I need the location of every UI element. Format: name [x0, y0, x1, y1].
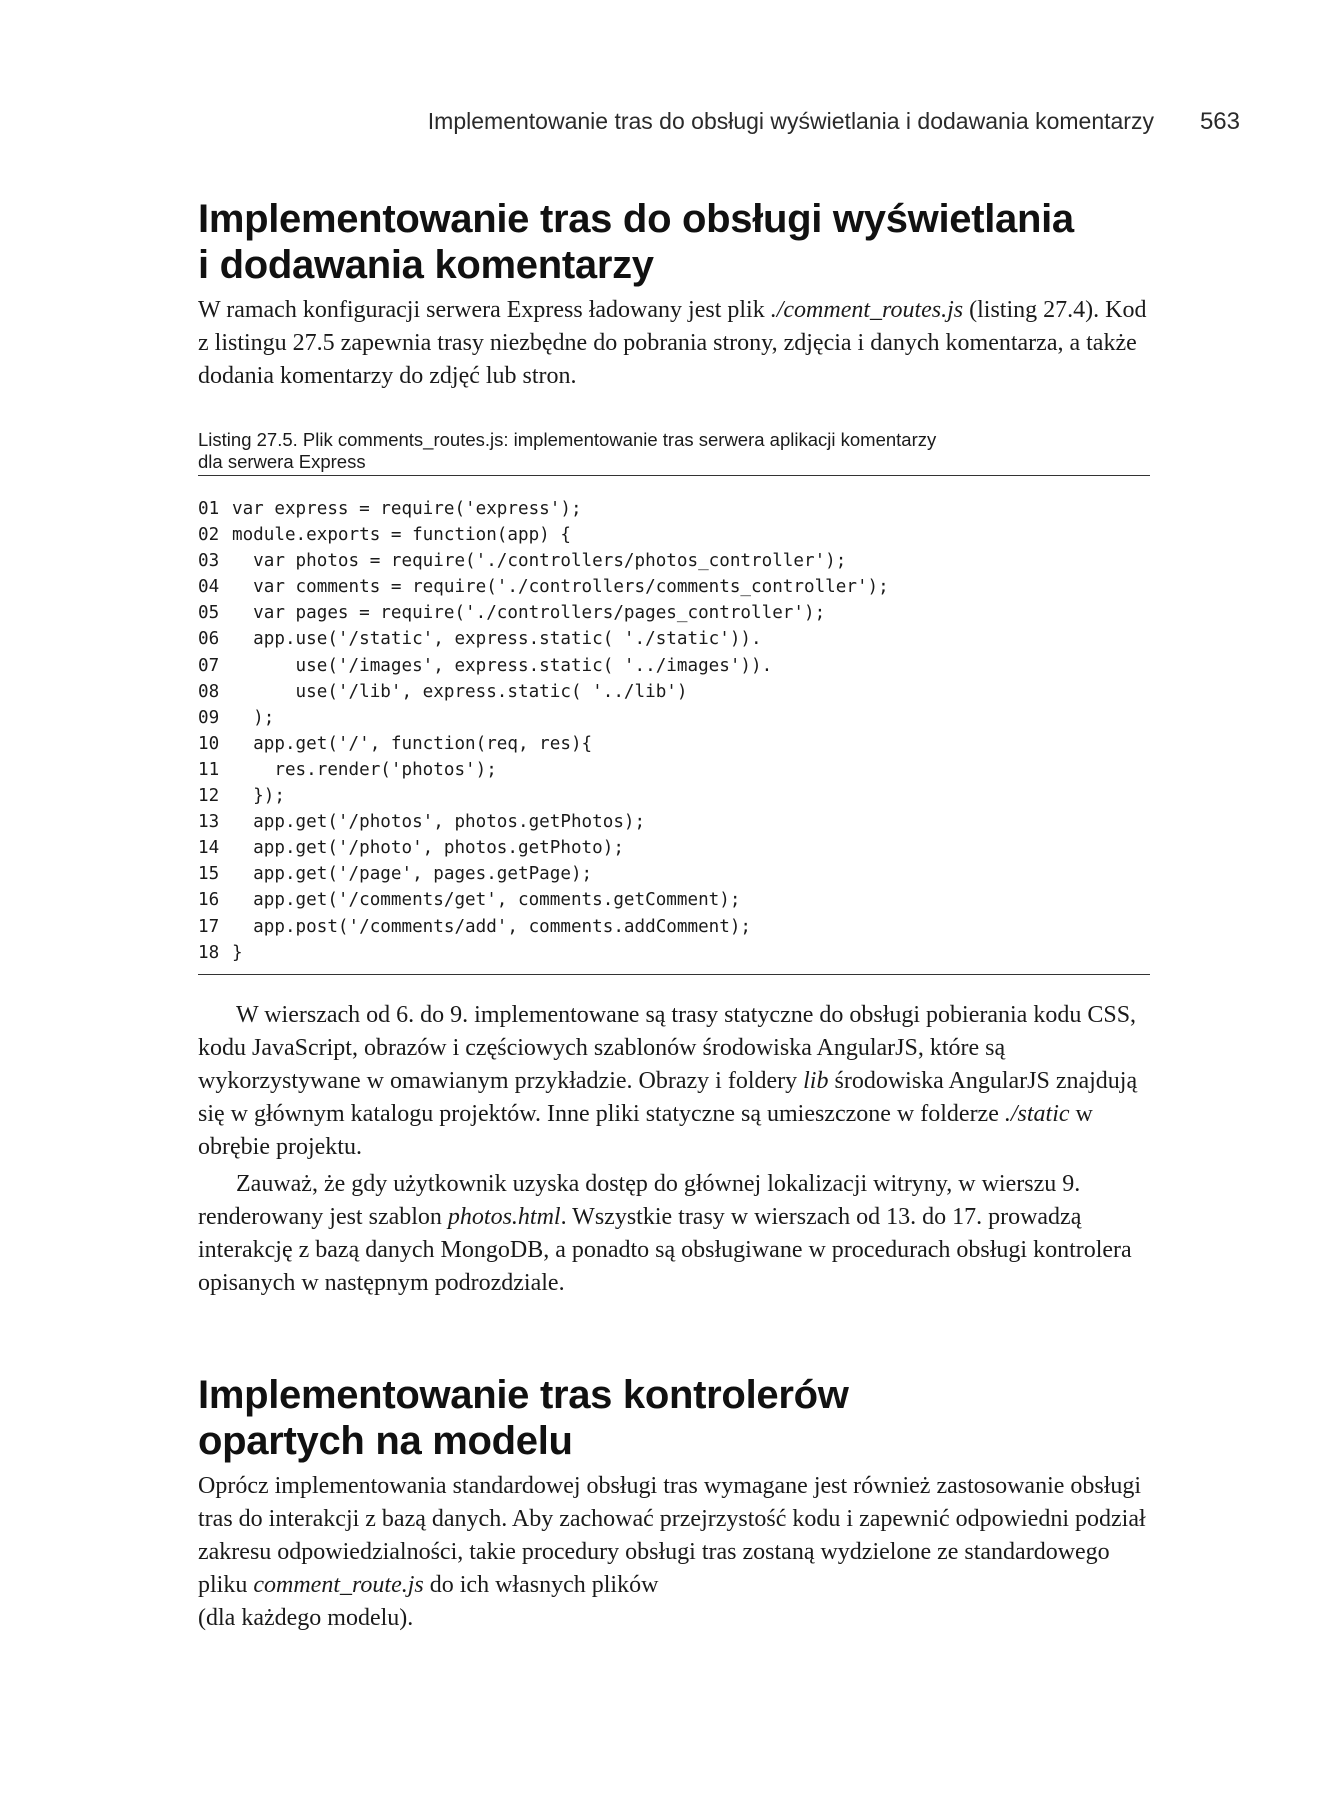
italic-filename: photos.html	[447, 1203, 561, 1230]
code-text: var express = require('express');	[232, 499, 582, 519]
code-text: var photos = require('./controllers/photos_controller');	[232, 551, 847, 572]
code-text: app.get('/page', pages.getPage);	[232, 864, 593, 885]
code-listing	[198, 476, 1150, 975]
code-line	[198, 887, 1150, 913]
heading-line-2: i dodawania komentarzy	[198, 243, 654, 287]
page-header	[0, 108, 1240, 136]
code-text: use('/lib', express.static( '../lib')	[232, 681, 688, 702]
intro-text-2: (listing 27.4). Kod z listingu 27.5 zapewnia trasy niezbędne do pobrania strony, zdjęcia i danych komentarza, a także dodania komentarzy do zdjęć lub stron.	[198, 297, 1147, 389]
body-paragraphs	[198, 999, 1150, 1300]
code-line-number: 16	[198, 890, 220, 911]
code-line	[198, 679, 1150, 705]
paragraph-text: środowiska AngularJS znajdują się w głównym katalogu projektów. Inne pliki statyczne są umieszczone w folderze	[198, 1067, 1138, 1127]
italic-term-lib: lib	[803, 1067, 829, 1094]
running-title: Implementowanie tras do obsługi wyświetlania i dodawania komentarzy	[427, 108, 1154, 134]
heading-line-2: opartych na modelu	[198, 1418, 573, 1463]
code-text: var pages = require('./controllers/pages_controller');	[232, 603, 826, 624]
paragraph-controller-routes	[198, 1470, 1150, 1635]
code-text: });	[232, 786, 285, 807]
code-line-number: 02	[198, 525, 220, 546]
code-text: app.post('/comments/add', comments.addComment);	[232, 916, 752, 937]
code-line-number: 06	[198, 629, 220, 650]
code-line-number: 05	[198, 603, 220, 624]
intro-paragraph	[198, 294, 1150, 393]
listing-caption-line-2: dla serwera Express	[198, 451, 366, 472]
page-number: 563	[1199, 108, 1240, 135]
code-line	[198, 783, 1150, 809]
intro-filename: ./comment_routes.js	[770, 297, 964, 323]
code-line-number: 12	[198, 786, 220, 807]
page-content	[198, 196, 1150, 1635]
code-line-number: 13	[198, 812, 220, 833]
code-text: app.get('/photos', photos.getPhotos);	[232, 812, 646, 833]
code-line	[198, 574, 1150, 600]
code-line	[198, 861, 1150, 887]
paragraph-render-template	[198, 1168, 1150, 1300]
paragraph-text: w obrębie projektu.	[198, 1100, 1093, 1160]
code-line-number: 07	[198, 655, 220, 676]
code-line	[198, 757, 1150, 783]
code-line-number: 09	[198, 707, 220, 728]
code-line-number: 01	[198, 499, 220, 519]
code-line	[198, 600, 1150, 626]
code-line-number: 11	[198, 759, 220, 780]
section-heading-routes	[198, 196, 1150, 288]
code-text: }	[232, 942, 243, 963]
paragraph-text: W wierszach od 6. do 9. implementowane są trasy statyczne do obsługi pobierania kodu CSS, kodu JavaScript, obrazów i częściowych szablonów środowiska AngularJS, które są wykorzystywane w omawianym przykładzie. Obrazy i foldery	[198, 1001, 1137, 1094]
code-line	[198, 548, 1150, 574]
paragraph-text: Oprócz implementowania standardowej obsługi tras wymagane jest również zastosowanie obsługi tras do interakcji z bazą danych. Aby zachować przejrzystość kodu i zapewnić odpowiedni podział zakresu odpowiedzialności, takie procedury obsługi tras zostaną wydzielone ze standardowego pliku	[198, 1472, 1146, 1598]
code-line	[198, 705, 1150, 731]
italic-term-static: ./static	[1004, 1100, 1070, 1127]
listing-caption-line-1: Listing 27.5. Plik comments_routes.js: implementowanie tras serwera aplikacji komentarzy	[198, 429, 937, 450]
section-controller-routes	[198, 1372, 1150, 1635]
code-line	[198, 835, 1150, 861]
code-line-number: 04	[198, 577, 220, 598]
code-line-number: 15	[198, 864, 220, 885]
code-line	[198, 653, 1150, 679]
intro-text-1: W ramach konfiguracji serwera Express ładowany jest plik	[198, 297, 771, 323]
code-text: app.get('/comments/get', comments.getComment);	[232, 890, 741, 911]
code-text: module.exports = function(app) {	[232, 525, 571, 546]
code-line	[198, 940, 1150, 966]
code-text: res.render('photos');	[232, 759, 497, 780]
code-line-number: 18	[198, 942, 220, 963]
paragraph-text: do ich własnych plików	[423, 1571, 659, 1598]
paragraph-text: (dla każdego modelu).	[198, 1604, 414, 1631]
paragraph-text: . Wszystkie trasy w wierszach od 13. do 17. prowadzą interakcję z bazą danych MongoDB, a ponadto są obsługiwane w procedurach obsługi kontrolera opisanych w następnym podrozdziale.	[198, 1203, 1132, 1296]
code-line	[198, 914, 1150, 940]
code-text: var comments = require('./controllers/comments_controller');	[232, 577, 889, 598]
section-heading-controllers	[198, 1372, 1150, 1464]
code-line-number: 14	[198, 838, 220, 859]
code-line	[198, 626, 1150, 652]
code-line-number: 17	[198, 916, 220, 937]
code-text: app.get('/photo', photos.getPhoto);	[232, 838, 624, 859]
code-line-number: 10	[198, 733, 220, 754]
paragraph-static-routes	[198, 999, 1150, 1164]
code-text: );	[232, 707, 275, 728]
code-line-number: 03	[198, 551, 220, 572]
paragraph-text: Zauważ, że gdy użytkownik uzyska dostęp do głównej lokalizacji witryny, w wierszu 9. renderowany jest szablon	[198, 1170, 1081, 1230]
code-line	[198, 809, 1150, 835]
heading-line-1: Implementowanie tras do obsługi wyświetlania	[198, 197, 1074, 241]
code-line-number: 08	[198, 681, 220, 702]
heading-line-1: Implementowanie tras kontrolerów	[198, 1372, 849, 1417]
listing-caption	[198, 429, 1150, 476]
code-text: use('/images', express.static( '../images')).	[232, 655, 773, 676]
code-text: app.use('/static', express.static( './static')).	[232, 629, 762, 650]
code-line	[198, 496, 1150, 522]
code-line	[198, 522, 1150, 548]
code-line	[198, 731, 1150, 757]
italic-filename: comment_route.js	[253, 1571, 424, 1598]
code-text: app.get('/', function(req, res){	[232, 733, 593, 754]
